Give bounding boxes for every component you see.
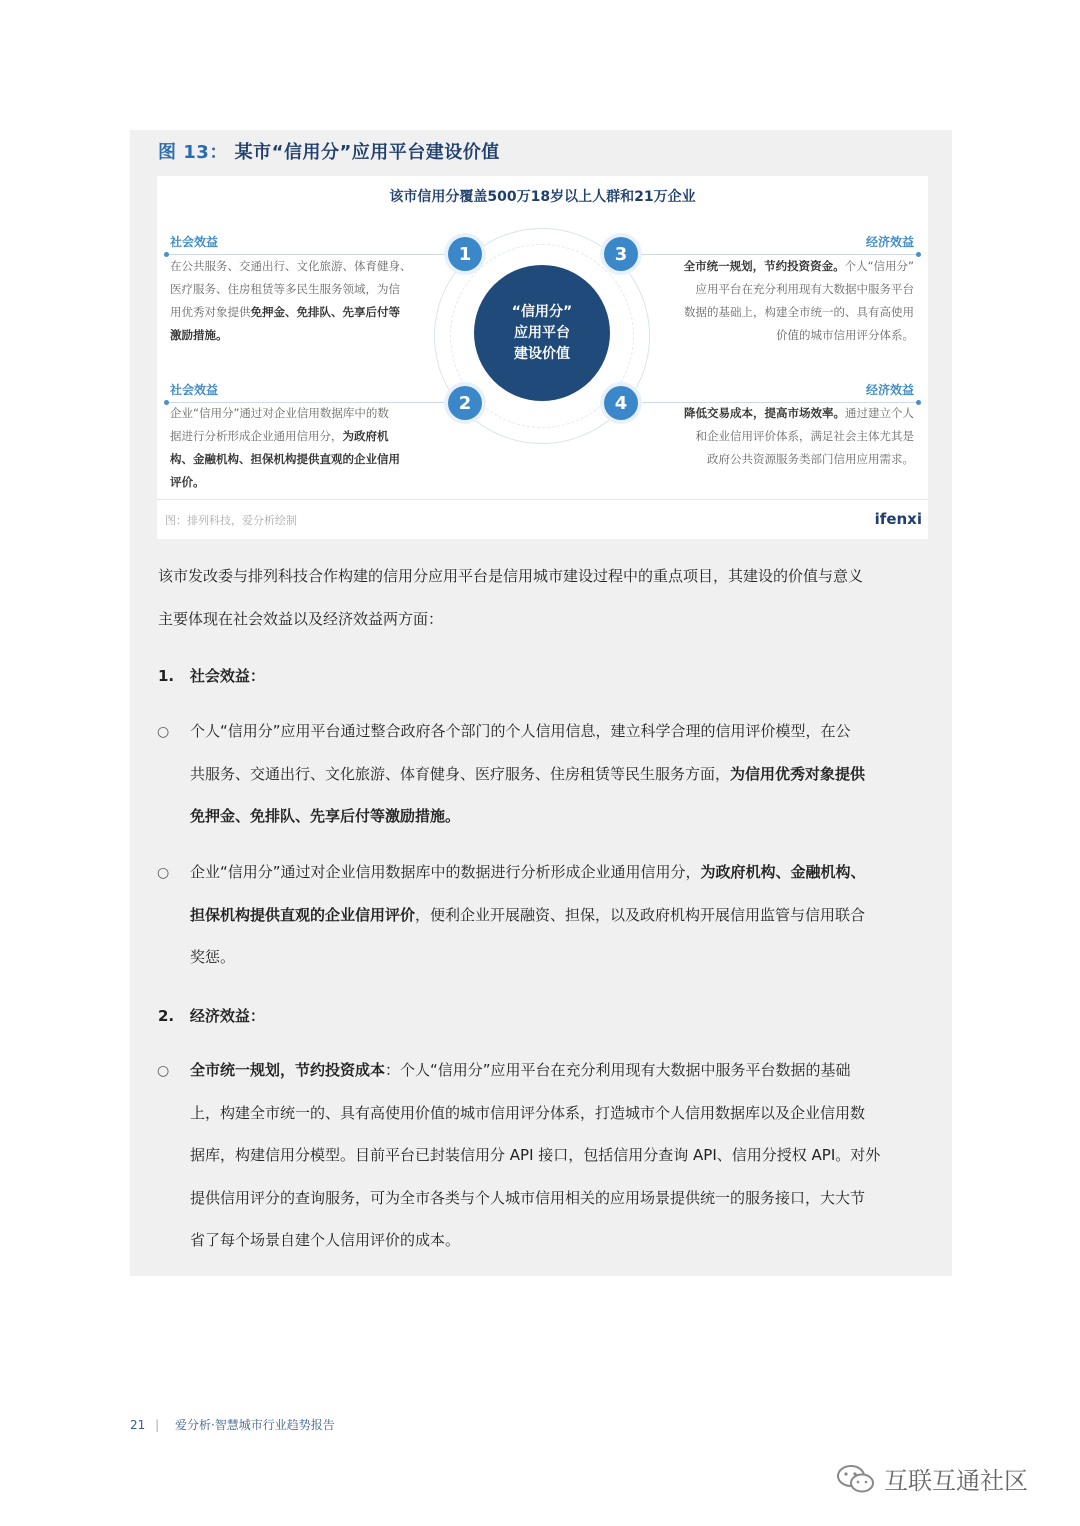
figure-title-text: 某市“信用分”应用平台建设价值 — [234, 142, 500, 163]
figure-divider — [157, 499, 928, 500]
q4-label: 经济效益 — [865, 383, 914, 397]
q4-text: 降低交易成本，提高市场效率。通过建立个人 和企业信用评价体系，满足社会主体尤其是 政府公共资源服务类部门信用应用需求。 — [684, 406, 914, 466]
badge-1: 1 — [448, 237, 482, 271]
q3-label: 经济效益 — [865, 235, 914, 249]
page-footer: 21 | 爱分析·智慧城市行业趋势报告 — [130, 1418, 335, 1432]
connector-dot-3 — [916, 252, 921, 257]
badge-3: 3 — [604, 237, 638, 271]
center-circle: “信用分” 应用平台 建设价值 — [474, 265, 610, 401]
figure-diagram — [157, 176, 928, 539]
section-2-item-1: 全市统一规划，节约投资成本：个人“信用分”应用平台在充分利用现有大数据中服务平台数据的基础 上，构建全市统一的、具有高使用价值的城市信用评分体系，打造城市个人信用数据库以及企业信用数 据库，构建信用分模型。目前平台已封装信用分 API 接口，包括信用分查询 API、信用分授权 API。对外 提供信用评分的查询服务，可为全市各类与个人城市信用相关的应用场景提供统一的服务接口，大大节 省了每个场景自建个人信用评价的成本。 — [190, 1061, 881, 1249]
badge-2: 2 — [448, 386, 482, 420]
q1-label: 社会效益 — [170, 235, 219, 249]
ifenxi-logo: ifenxi — [874, 510, 922, 528]
connector-dot-4 — [916, 400, 921, 405]
q2-text: 企业“信用分”通过对企业信用数据库中的数 据进行分析形成企业通用信用分，为政府机 构、金融机构、担保机构提供直观的企业信用 评价。 — [170, 406, 400, 489]
page-number: 21 — [130, 1418, 146, 1432]
bullet-symbol: ○ — [157, 865, 170, 881]
watermark-text: 互联互通社区 — [884, 1467, 1028, 1495]
connector-dot-2 — [164, 400, 169, 405]
wechat-icon — [836, 1463, 876, 1495]
q2-label: 社会效益 — [170, 383, 219, 397]
content-panel — [130, 130, 952, 1276]
badge-4: 4 — [604, 386, 638, 420]
figure-number: 图 13： — [158, 142, 228, 163]
connector-dot-1 — [164, 252, 169, 257]
bullet-symbol: ○ — [157, 724, 170, 740]
watermark — [836, 1461, 1028, 1496]
section-2-heading: 2. 经济效益： — [158, 1007, 265, 1025]
q3-text: 全市统一规划，节约投资资金。个人“信用分” 应用平台在充分利用现有大数据中服务平台 数据的基础上，构建全市统一的、具有高使用 价值的城市信用评分体系。 — [683, 259, 914, 342]
section-1-item-1: 个人“信用分”应用平台通过整合政府各个部门的个人信用信息，建立科学合理的信用评价模型，在公 共服务、交通出行、文化旅游、体育健身、医疗服务、住房租赁等民生服务方面，为信用优秀对象提供 免押金、免排队、先享后付等激励措施。 — [190, 722, 866, 825]
section-1-heading: 1. 社会效益： — [158, 667, 265, 685]
bullet-symbol: ○ — [157, 1063, 170, 1079]
figure-title — [158, 138, 500, 164]
figure-source: 图：排列科技，爱分析绘制 — [165, 514, 297, 527]
q1-text: 在公共服务、交通出行、文化旅游、体育健身、 医疗服务、住房租赁等多民生服务领域，为信 用优秀对象提供免押金、免排队、先享后付等 激励措施。 — [170, 259, 412, 342]
figure-headline: 该市信用分覆盖500万18岁以上人群和21万企业 — [389, 189, 696, 205]
footer-text: 爱分析·智慧城市行业趋势报告 — [174, 1418, 335, 1432]
section-1-item-2: 企业“信用分”通过对企业信用数据库中的数据进行分析形成企业通用信用分，为政府机构、金融机构、 担保机构提供直观的企业信用评价，便利企业开展融资、担保，以及政府机构开展信用监管与信用联合 奖惩。 — [190, 863, 866, 966]
intro-paragraph: 该市发改委与排列科技合作构建的信用分应用平台是信用城市建设过程中的重点项目，其建设的价值与意义 主要体现在社会效益以及经济效益两方面： — [158, 567, 864, 628]
